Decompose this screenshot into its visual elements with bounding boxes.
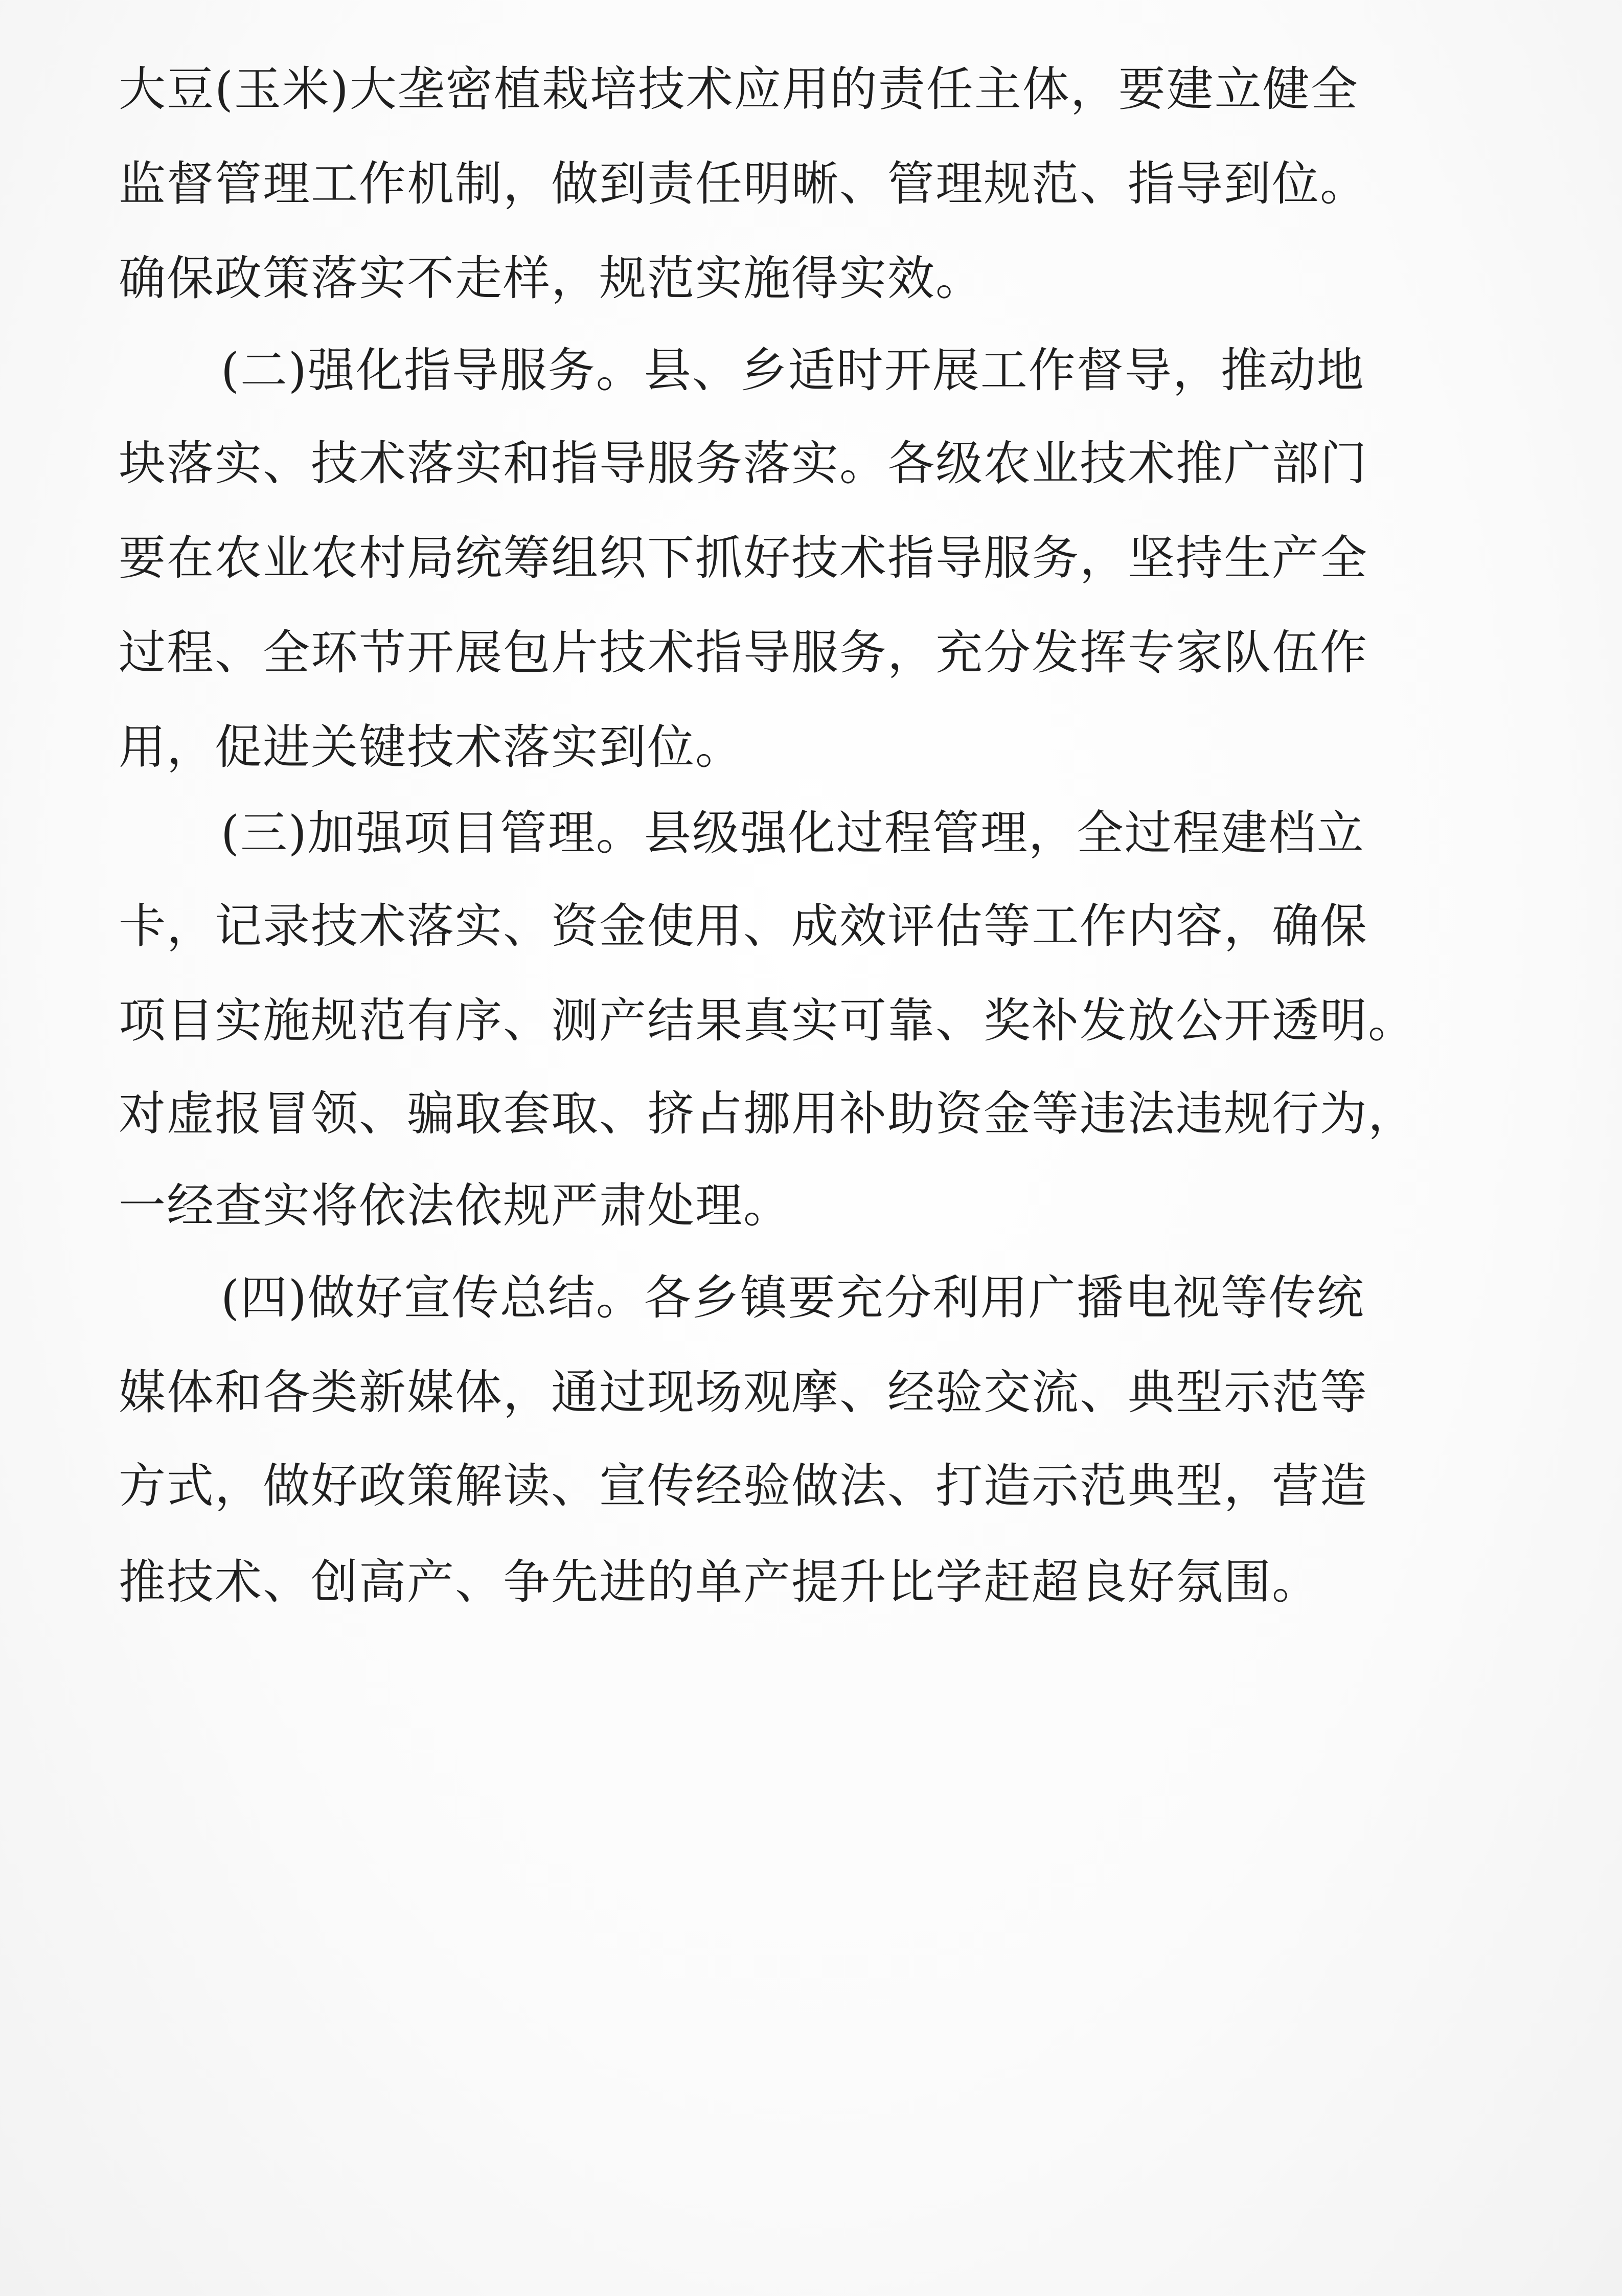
text-line: 监督管理工作机制，做到责任明晰、管理规范、指导到位。 [119, 156, 1368, 211]
section-heading-3: (三)加强项目管理。县级强化过程管理，全过程建档立 [221, 806, 1365, 860]
text-line: 方式，做好政策解读、宣传经验做法、打造示范典型，营造 [119, 1459, 1368, 1513]
text-line: 项目实施规范有序、测产结果真实可靠、奖补发放公开透明。 [119, 993, 1417, 1048]
text-line: 确保政策落实不走样，规范实施得实效。 [119, 251, 984, 306]
text-line: 卡，记录技术落实、资金使用、成效评估等工作内容，确保 [119, 899, 1368, 953]
text-line: 一经查实将依法依规严肃处理。 [119, 1178, 792, 1233]
text-line: 要在农业农村局统筹组织下抓好技术指导服务，坚持生产全 [119, 531, 1368, 585]
text-line: 对虚报冒领、骗取套取、挤占挪用补助资金等违法违规行为， [119, 1086, 1417, 1141]
text-line: 过程、全环节开展包片技术指导服务，充分发挥专家队伍作 [119, 625, 1368, 680]
section-heading-4: (四)做好宣传总结。各乡镇要充分利用广播电视等传统 [221, 1270, 1365, 1325]
text-line: 推技术、创高产、争先进的单产提升比学赶超良好氛围。 [119, 1555, 1320, 1609]
text-line: 大豆(玉米)大垄密植栽培技术应用的责任主体，要建立健全 [119, 62, 1359, 117]
section-heading-2: (二)强化指导服务。县、乡适时开展工作督导，推动地 [221, 343, 1365, 398]
text-line: 用，促进关键技术落实到位。 [119, 720, 744, 775]
text-line: 媒体和各类新媒体，通过现场观摩、经验交流、典型示范等 [119, 1365, 1368, 1420]
text-line: 块落实、技术落实和指导服务落实。各级农业技术推广部门 [119, 436, 1368, 491]
